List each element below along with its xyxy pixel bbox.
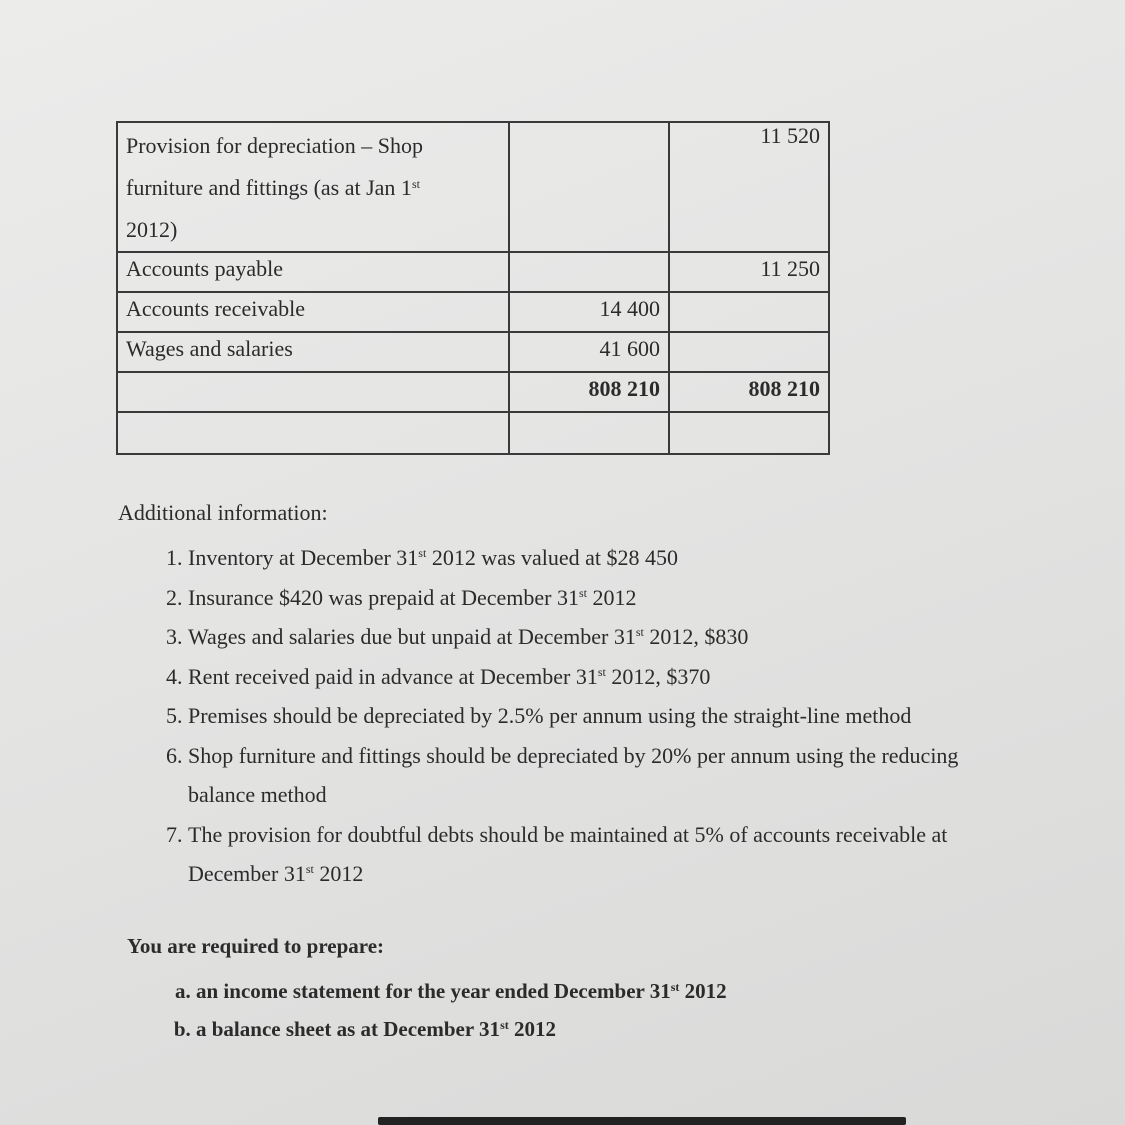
item-text: Insurance $420 was prepaid at December 31	[188, 584, 579, 610]
item-text: Inventory at December 31	[188, 545, 419, 570]
item-text: 2012	[313, 861, 364, 886]
list-item	[188, 538, 1008, 578]
table-row	[117, 252, 829, 292]
credit-cell: 11 520	[669, 122, 829, 252]
credit-cell	[669, 292, 829, 332]
superscript: st	[500, 1018, 509, 1032]
row-description	[117, 372, 509, 412]
additional-info-heading: Additional information:	[118, 500, 328, 525]
item-text: Rent received paid in advance at December 31	[188, 663, 598, 689]
table-row	[117, 292, 829, 332]
superscript: st	[411, 177, 420, 191]
list-item	[188, 696, 1008, 736]
credit-total-value: 808 210	[748, 376, 820, 401]
credit-cell	[669, 412, 829, 454]
superscript: st	[305, 862, 314, 876]
list-item	[188, 815, 1008, 894]
superscript: st	[578, 585, 587, 600]
list-item	[188, 617, 1008, 657]
item-text: 2012	[679, 979, 727, 1003]
list-item	[196, 972, 727, 1010]
item-text: an income statement for the year ended December 31	[196, 979, 671, 1003]
row-description	[117, 122, 509, 252]
item-text: 2012	[508, 1017, 556, 1041]
item-text: 2012	[586, 584, 637, 610]
debit-cell	[509, 252, 669, 292]
list-item	[188, 578, 1008, 618]
debit-total-value: 808 210	[588, 376, 660, 401]
item-text: 2012, $370	[605, 663, 711, 689]
list-item	[196, 1010, 727, 1048]
item-text: Wages and salaries due but unpaid at December 31	[188, 624, 636, 649]
list-item	[188, 736, 1008, 815]
superscript: st	[418, 546, 427, 560]
superscript: st	[670, 980, 680, 994]
debit-cell	[509, 122, 669, 252]
totals-row	[117, 372, 829, 412]
table-row	[117, 412, 829, 454]
debit-cell	[509, 412, 669, 454]
required-heading: You are required to prepare:	[127, 934, 385, 958]
item-text: a balance sheet as at December 31	[196, 1017, 501, 1041]
debit-cell: 41 600	[509, 332, 669, 372]
table-row	[117, 122, 829, 252]
item-text: 2012, $830	[643, 624, 749, 649]
credit-cell: 11 250	[669, 252, 829, 292]
row-description: Accounts receivable	[117, 292, 509, 332]
row-description: Accounts payable	[117, 252, 509, 292]
desc-line: 2012)	[126, 217, 178, 242]
debit-total	[509, 372, 669, 412]
item-text: 2012 was valued at $28 450	[426, 545, 679, 570]
debit-cell: 14 400	[509, 292, 669, 332]
item-text: Shop furniture and fittings should be depreciated by 20% per annum using the reducing balance method	[188, 742, 959, 807]
superscript: st	[635, 625, 644, 639]
additional-info-list	[150, 538, 1008, 894]
item-text: The provision for doubtful debts should be maintained at 5% of accounts receivable at December 31	[188, 821, 948, 886]
required-list	[160, 972, 727, 1048]
table-row	[117, 332, 829, 372]
credit-cell	[669, 332, 829, 372]
trial-balance-table	[116, 121, 830, 455]
row-description: Wages and salaries	[117, 332, 509, 372]
row-description	[117, 412, 509, 454]
superscript: st	[597, 664, 606, 679]
desc-line: Provision for depreciation – Shop	[126, 133, 423, 158]
credit-total	[669, 372, 829, 412]
desc-line: furniture and fittings (as at Jan 1	[126, 175, 412, 200]
screen-bottom-bar	[378, 1117, 906, 1125]
item-text: Premises should be depreciated by 2.5% per annum using the straight-line method	[188, 703, 912, 728]
list-item	[188, 657, 1008, 697]
